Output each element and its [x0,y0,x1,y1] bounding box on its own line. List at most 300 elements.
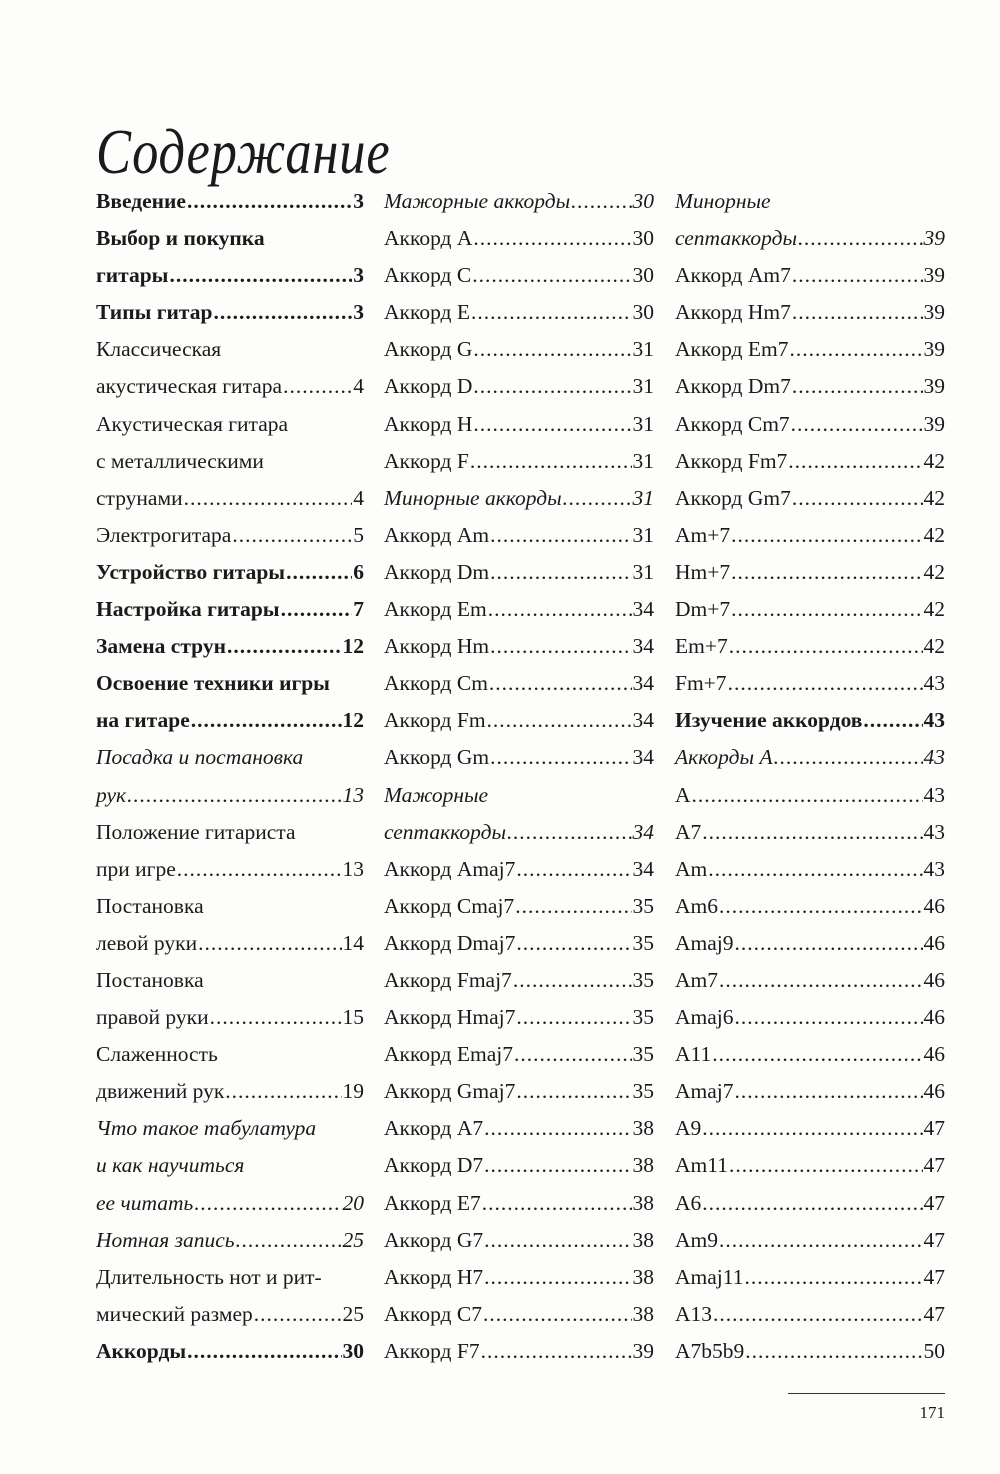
toc-entry-label: Освоение техники игры [96,671,330,696]
toc-entry[interactable] [675,331,945,368]
toc-leader-dots [473,368,631,405]
toc-entry-page: 43 [923,856,945,881]
toc-leader-dots [702,814,922,851]
toc-entry-page: 35 [632,930,654,955]
toc-entry-page: 39 [923,411,945,436]
toc-entry[interactable] [675,702,945,739]
toc-leader-dots [735,925,923,962]
toc-entry-label: Аккорд Gm [384,745,490,770]
toc-entry-label: Введение [96,189,186,213]
toc-entry-label: Аккорд Amaj7 [384,856,516,881]
toc-entry[interactable] [384,591,654,628]
toc-entry-page: 7 [353,597,364,622]
toc-leader-dots [792,480,923,517]
toc-entry-page: 14 [342,930,364,955]
toc-entry-label: Hm+7 [675,559,731,584]
toc-entry-page: 34 [632,856,654,881]
toc-entry[interactable] [384,888,654,925]
toc-entry-label: акустическая гитара [96,374,283,399]
toc-entry-page: 3 [353,263,364,288]
toc-entry[interactable] [675,517,945,554]
toc-leader-dots [184,480,353,517]
toc-entry[interactable] [96,814,364,851]
page-title: Содержание [96,115,391,187]
toc-entry-page: 30 [632,226,654,251]
toc-entry-page: 47 [923,1190,945,1215]
toc-entry[interactable] [384,628,654,665]
toc-entry[interactable] [675,1147,945,1184]
toc-entry-label: Аккорд Dm7 [675,374,791,399]
toc-entry-page: 13 [342,856,364,881]
toc-entry-label: Am6 [675,893,718,918]
toc-entry[interactable] [384,1185,654,1222]
toc-entry-label: Аккорд Cm [384,671,488,696]
toc-leader-dots [774,739,923,776]
toc-entry-page: 38 [632,1264,654,1289]
toc-entry[interactable] [675,183,945,220]
toc-entry-label: Аккорд E7 [384,1190,481,1215]
toc-entry[interactable] [384,554,654,591]
toc-entry[interactable] [96,257,364,294]
toc-entry[interactable] [675,1259,945,1296]
toc-entry-label: Нотная запись [96,1227,235,1252]
toc-entry-label: Аккорд Hmaj7 [384,1005,516,1030]
toc-entry-page: 38 [632,1116,654,1141]
toc-entry-page: 31 [632,448,654,473]
toc-entry-page: 4 [353,485,364,510]
toc-entry-label: мический размер [96,1301,253,1326]
toc-entry[interactable] [384,925,654,962]
toc-leader-dots [516,1073,631,1110]
toc-entry-page: 47 [923,1264,945,1289]
toc-entry-label: Аккорд D7 [384,1153,484,1178]
toc-entry-label: Am11 [675,1153,728,1178]
toc-entry-label: Аккорд G [384,337,473,362]
toc-entry-label: Аккорд F [384,448,469,473]
toc-entry[interactable] [96,665,364,702]
toc-entry-page: 35 [632,1042,654,1067]
toc-entry-page: 43 [923,745,945,770]
toc-entry[interactable] [675,554,945,591]
toc-entry-page: 38 [632,1153,654,1178]
page-number: 171 [919,1403,945,1422]
toc-entry-page: 4 [353,374,364,399]
toc-entry[interactable] [96,851,364,888]
toc-entry-label: Электрогитара [96,522,232,547]
toc-entry-label: Аккорд Hm7 [675,300,791,325]
toc-entry[interactable] [384,999,654,1036]
toc-entry-label: Посадка и постановка [96,745,304,770]
toc-entry-label: Аккорд Cm7 [675,411,790,436]
toc-entry[interactable] [384,480,654,517]
toc-leader-dots [490,517,631,554]
toc-entry[interactable] [96,1110,364,1147]
toc-entry-label: A [675,782,691,807]
toc-entry-label: Мажорные [384,782,489,807]
toc-entry-page: 20 [342,1190,364,1215]
toc-entry-label: Аккорд Dmaj7 [384,930,516,955]
toc-entry-label: Аккорд Em [384,597,487,622]
toc-entry-label: с металлическими [96,448,264,473]
toc-entry[interactable] [675,1073,945,1110]
toc-entry-label: Аккорд C [384,263,472,288]
toc-leader-dots [470,443,632,480]
toc-entry[interactable] [675,739,945,776]
toc-entry[interactable] [675,628,945,665]
toc-leader-dots [191,702,342,739]
toc-leader-dots [482,1185,632,1222]
toc-leader-dots [798,220,922,257]
toc-entry[interactable] [384,962,654,999]
toc-entry[interactable] [96,1147,364,1184]
toc-entry[interactable] [675,1036,945,1073]
toc-entry[interactable] [384,257,654,294]
toc-leader-dots [563,480,632,517]
toc-entry-label: Fm+7 [675,671,727,696]
toc-entry-page: 30 [632,300,654,325]
toc-entry-label: Аккорд Fm7 [675,448,788,473]
toc-entry-label: A6 [675,1190,702,1215]
toc-leader-dots [731,517,922,554]
toc-leader-dots [484,1147,631,1184]
toc-entry[interactable] [675,480,945,517]
toc-entry-page: 30 [632,263,654,288]
toc-entry-label: Аккорд G7 [384,1227,484,1252]
toc-entry-page: 46 [923,1079,945,1104]
toc-entry-page: 3 [353,189,364,213]
toc-entry-page: 46 [923,930,945,955]
toc-entry-label: A9 [675,1116,702,1141]
toc-entry[interactable] [675,962,945,999]
toc-entry[interactable] [96,406,364,443]
toc-entry-page: 34 [632,634,654,659]
toc-entry-label: Аккорд Dm [384,559,490,584]
toc-entry[interactable] [675,1333,945,1370]
toc-entry[interactable] [384,1259,654,1296]
toc-entry[interactable] [96,220,364,257]
toc-entry[interactable] [675,999,945,1036]
toc-leader-dots [719,1222,923,1259]
toc-entry-label: Типы гитар [96,300,213,325]
toc-entry[interactable] [384,368,654,405]
toc-entry[interactable] [675,1185,945,1222]
toc-entry-page: 39 [923,337,945,362]
toc-entry-label: Аккорд Am7 [675,263,791,288]
toc-entry-label: Постановка [96,967,204,992]
toc-entry-label: A13 [675,1301,713,1326]
toc-leader-dots [516,925,631,962]
toc-entry[interactable] [675,443,945,480]
toc-entry-page: 38 [632,1301,654,1326]
toc-leader-dots [516,851,631,888]
toc-entry[interactable] [675,220,945,257]
toc-entry[interactable] [675,851,945,888]
toc-entry[interactable] [96,183,364,220]
toc-entry[interactable] [96,1036,364,1073]
toc-leader-dots [225,1073,341,1110]
toc-entry-page: 25 [342,1301,364,1326]
toc-entry[interactable] [675,1222,945,1259]
toc-entry-label: Аккорд H [384,411,473,436]
toc-entry-label: Am+7 [675,522,731,547]
toc-leader-dots [702,1185,922,1222]
toc-entry[interactable] [384,443,654,480]
toc-entry-label: Amaj6 [675,1005,734,1030]
toc-entry-page: 47 [923,1301,945,1326]
toc-entry-page: 34 [632,708,654,733]
toc-entry-label: Dm+7 [675,597,731,622]
toc-entry-page: 31 [632,559,654,584]
toc-entry-label: Акустическая гитара [96,411,289,436]
toc-entry-page: 39 [923,374,945,399]
toc-entry[interactable] [384,1222,654,1259]
toc-leader-dots [210,999,342,1036]
toc-leader-dots [169,257,352,294]
toc-entry-label: Длительность нот и рит- [96,1264,322,1289]
toc-entry[interactable] [384,1296,654,1333]
toc-leader-dots [712,1036,922,1073]
toc-entry-page: 46 [923,893,945,918]
toc-entry[interactable] [96,777,364,814]
toc-entry-page: 5 [353,522,364,547]
toc-entry-page: 47 [923,1116,945,1141]
toc-entry-page: 13 [342,782,364,807]
toc-entry[interactable] [384,851,654,888]
toc-entry-label: Аккорд F7 [384,1338,480,1363]
toc-entry[interactable] [96,628,364,665]
toc-entry[interactable] [96,1185,364,1222]
toc-entry-label: Мажорные аккорды [384,189,571,213]
toc-leader-dots [719,962,923,999]
toc-entry[interactable] [384,702,654,739]
toc-entry[interactable] [384,1333,654,1370]
toc-entry[interactable] [96,1222,364,1259]
toc-entry[interactable] [96,1259,364,1296]
toc-leader-dots [283,368,352,405]
toc-entry[interactable] [675,665,945,702]
toc-entry-page: 19 [342,1079,364,1104]
toc-entry-page: 42 [923,448,945,473]
toc-leader-dots [489,665,632,702]
toc-entry[interactable] [96,368,364,405]
toc-leader-dots [472,257,631,294]
toc-entry-label: Am7 [675,967,718,992]
toc-entry-label: Устройство гитары [96,559,286,584]
toc-leader-dots [735,1073,923,1110]
toc-column-3 [675,183,945,1370]
toc-entry[interactable] [384,220,654,257]
toc-entry[interactable] [96,554,364,591]
toc-entry-page: 30 [342,1338,364,1363]
toc-entry-page: 38 [632,1227,654,1252]
toc-entry[interactable] [96,591,364,628]
toc-entry-page: 43 [923,671,945,696]
toc-entry-page: 31 [632,337,654,362]
toc-entry[interactable] [96,443,364,480]
toc-entry[interactable] [384,1110,654,1147]
toc-entry[interactable] [384,777,654,814]
toc-entry[interactable] [675,777,945,814]
toc-entry-label: Amaj11 [675,1264,744,1289]
toc-entry[interactable] [96,294,364,331]
toc-entry-page: 46 [923,967,945,992]
toc-entry[interactable] [96,702,364,739]
toc-entry-page: 6 [353,559,364,584]
toc-leader-dots [792,368,923,405]
toc-leader-dots [728,665,923,702]
toc-entry-page: 47 [923,1227,945,1252]
toc-entry-label: Аккорд Gmaj7 [384,1079,516,1104]
toc-entry-page: 39 [923,263,945,288]
toc-entry[interactable] [675,257,945,294]
toc-entry-label: левой руки [96,930,198,955]
toc-entry[interactable] [675,925,945,962]
toc-leader-dots [692,777,923,814]
toc-entry-page: 35 [632,1079,654,1104]
toc-entry[interactable] [96,925,364,962]
toc-column-1 [96,183,364,1370]
toc-entry-label: при игре [96,856,176,881]
toc-entry-label: Аккорды А [675,745,773,770]
toc-leader-dots [863,702,922,739]
toc-entry[interactable] [384,183,654,220]
toc-leader-dots [735,999,923,1036]
toc-leader-dots [484,1259,631,1296]
toc-entry[interactable] [96,962,364,999]
toc-entry-page: 46 [923,1005,945,1030]
toc-leader-dots [187,183,352,220]
toc-entry-page: 42 [923,559,945,584]
toc-entry-label: септаккорды [675,226,798,251]
toc-entry-label: Аккорд Gm7 [675,485,791,510]
toc-entry-label: Минорные [675,189,771,213]
toc-leader-dots [515,888,631,925]
toc-leader-dots [745,1333,922,1370]
toc-leader-dots [473,220,631,257]
toc-entry-page: 34 [632,597,654,622]
toc-entry[interactable] [675,1110,945,1147]
toc-entry[interactable] [675,406,945,443]
toc-entry-label: Аккорд H7 [384,1264,484,1289]
toc-entry[interactable] [384,1073,654,1110]
toc-entry[interactable] [384,739,654,776]
toc-leader-dots [254,1296,342,1333]
toc-entry-label: движений рук [96,1079,225,1104]
toc-leader-dots [236,1222,342,1259]
toc-leader-dots [484,1110,631,1147]
toc-entry-page: 15 [342,1005,364,1030]
toc-leader-dots [513,962,632,999]
toc-entry-label: Аккорд Fm [384,708,486,733]
toc-leader-dots [281,591,353,628]
toc-entry-label: Изучение аккордов [675,708,863,733]
toc-entry[interactable] [384,1036,654,1073]
toc-entry[interactable] [96,1296,364,1333]
toc-entry[interactable] [96,999,364,1036]
toc-entry-label: и как научиться [96,1153,245,1178]
toc-entry[interactable] [384,331,654,368]
toc-entry-page: 3 [353,300,364,325]
toc-entry-label: Аккорд Emaj7 [384,1042,513,1067]
toc-entry-page: 46 [923,1042,945,1067]
toc-entry-label: Amaj9 [675,930,734,955]
toc-entry[interactable] [384,1147,654,1184]
toc-entry-label: Amaj7 [675,1079,734,1104]
toc-entry[interactable] [96,888,364,925]
toc-entry-label: Em+7 [675,634,728,659]
toc-leader-dots [488,591,632,628]
toc-leader-dots [471,294,632,331]
toc-entry-page: 35 [632,967,654,992]
toc-entry-page: 34 [632,745,654,770]
toc-entry[interactable] [96,739,364,776]
toc-entry[interactable] [384,665,654,702]
toc-leader-dots [789,331,922,368]
toc-entry-page: 31 [632,522,654,547]
toc-leader-dots [286,554,352,591]
toc-entry[interactable] [96,480,364,517]
toc-leader-dots [198,925,341,962]
toc-entry-page: 47 [923,1153,945,1178]
toc-leader-dots [227,628,342,665]
toc-entry-page: 35 [632,1005,654,1030]
toc-entry-label: на гитаре [96,708,190,733]
toc-leader-dots [791,406,923,443]
toc-entry[interactable] [384,517,654,554]
toc-entry[interactable] [675,591,945,628]
toc-entry-label: A7b5b9 [675,1338,745,1363]
toc-entry-label: Аккорд E [384,300,470,325]
toc-leader-dots [473,406,631,443]
toc-entry-label: Аккорд Fmaj7 [384,967,512,992]
toc-entry-page: 39 [632,1338,654,1363]
toc-entry-label: Аккорд D [384,374,473,399]
toc-entry[interactable] [675,368,945,405]
toc-entry[interactable] [384,294,654,331]
toc-entry-page: 38 [632,1190,654,1215]
toc-entry-label: Аккорд A [384,226,473,251]
toc-entry[interactable] [96,1073,364,1110]
toc-entry-label: Аккорд C7 [384,1301,482,1326]
toc-entry-page: 34 [632,819,654,844]
toc-entry[interactable] [675,1296,945,1333]
toc-entry-label: Аккорды [96,1338,187,1363]
footer-rule [788,1393,945,1394]
toc-entry[interactable] [384,406,654,443]
toc-leader-dots [731,554,922,591]
toc-leader-dots [490,628,631,665]
toc-leader-dots [484,1222,631,1259]
toc-leader-dots [744,1259,922,1296]
toc-entry-label: септаккорды [384,819,507,844]
toc-entry-page: 43 [923,819,945,844]
toc-entry-page: 31 [632,485,654,510]
toc-entry[interactable] [675,888,945,925]
toc-leader-dots [792,257,923,294]
toc-entry-page: 39 [923,226,945,251]
toc-entry[interactable] [96,517,364,554]
toc-entry-page: 31 [632,374,654,399]
toc-entry[interactable] [96,1333,364,1370]
toc-leader-dots [571,183,631,220]
toc-entry-label: Постановка [96,893,204,918]
toc-entry[interactable] [675,814,945,851]
toc-entry[interactable] [96,331,364,368]
toc-entry-page: 12 [342,634,364,659]
toc-entry-page: 43 [923,782,945,807]
toc-entry[interactable] [384,814,654,851]
toc-entry[interactable] [675,294,945,331]
